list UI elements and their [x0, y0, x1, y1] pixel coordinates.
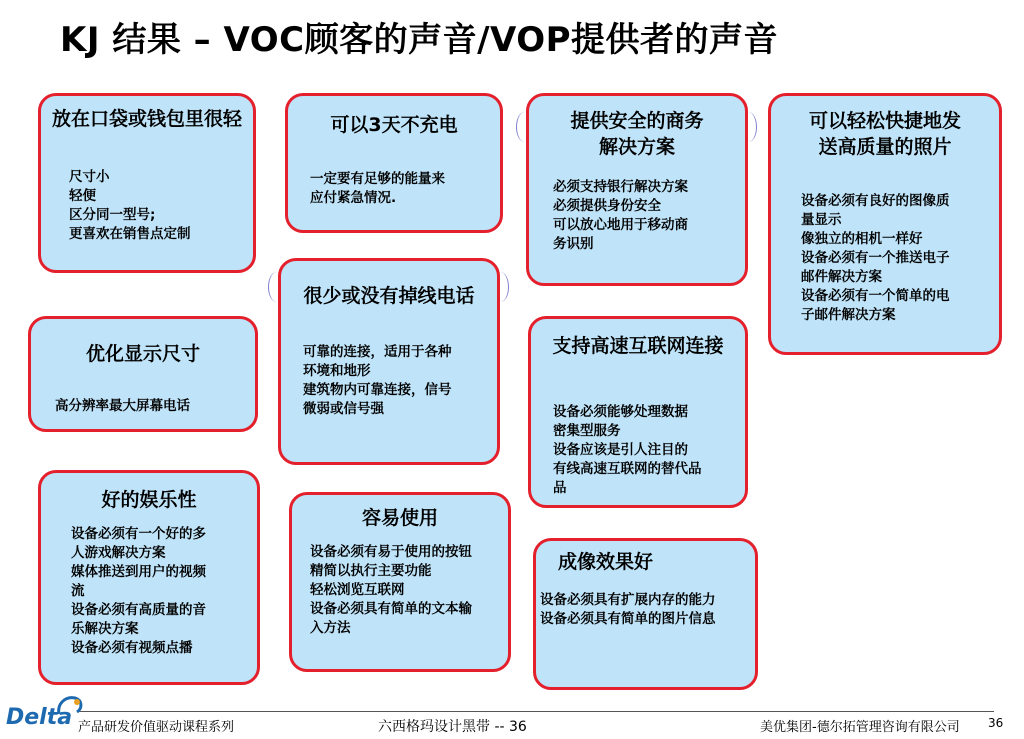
card-body: [310, 170, 445, 208]
card-line: 设备必须有视频点播: [71, 640, 193, 656]
card-line: 精简以执行主要功能: [310, 563, 432, 579]
card-line: 微弱或信号强: [303, 401, 384, 417]
affinity-card-ease-of-use: [289, 492, 511, 672]
card-line: 乐解决方案: [71, 621, 139, 637]
card-body: [69, 168, 191, 244]
card-line: 尺寸小: [69, 169, 110, 185]
affinity-card-battery: [285, 93, 503, 233]
card-line: 子邮件解决方案: [801, 307, 896, 323]
card-line: 有线高速互联网的替代品: [553, 461, 702, 477]
card-line: 更喜欢在销售点定制: [69, 226, 191, 242]
footer-course: 六西格玛设计黑带 -- 36: [378, 719, 527, 735]
card-body: [55, 397, 190, 416]
card-line: 设备必须有易于使用的按钮: [310, 544, 472, 560]
card-line: 设备必须有一个简单的电: [801, 288, 950, 304]
card-title: [529, 108, 745, 160]
card-line: 设备必须有良好的图像质: [801, 193, 950, 209]
card-line: 入方法: [310, 620, 351, 636]
slide-title: KJ 结果 – VOC顾客的声音/VOP提供者的声音: [60, 20, 779, 60]
affinity-card-display: [28, 316, 258, 432]
card-line: 量显示: [801, 212, 842, 228]
card-line: 设备必须具有简单的文本输: [310, 601, 472, 617]
card-title: 优化显示尺寸: [85, 343, 200, 365]
card-line: 可靠的连接，适用于各种: [303, 344, 452, 360]
card-line: 设备必须有一个好的多: [71, 526, 206, 542]
card-line: 设备必须具有简单的图片信息: [540, 611, 716, 627]
card-line: 媒体推送到用户的视频: [71, 564, 206, 580]
card-line: 设备必须有高质量的音: [71, 602, 206, 618]
card-title-line: 提供安全的商务 解决方案: [570, 110, 704, 158]
card-body: [303, 343, 452, 419]
page-number: 36: [988, 716, 1004, 730]
card-line: 设备必须有一个推送电子: [801, 250, 950, 266]
card-body: [310, 543, 472, 638]
card-line: 环境和地形: [303, 363, 371, 379]
card-body: [71, 525, 206, 658]
card-line: 邮件解决方案: [801, 269, 882, 285]
affinity-card-photos: [768, 93, 1002, 355]
card-line: 人游戏解决方案: [71, 545, 166, 561]
affinity-card-lightweight: [38, 93, 256, 273]
card-line: 高分辨率最大屏幕电话: [55, 398, 190, 414]
card-title-line: 可以轻松快捷地发 送高质量的照片: [808, 110, 961, 158]
affinity-card-security: [526, 93, 748, 286]
card-line: 设备必须具有扩展内存的能力: [540, 592, 716, 608]
affinity-card-dropped-calls: [278, 258, 500, 465]
footer-series: 产品研发价值驱动课程系列: [78, 720, 235, 735]
card-line: 密集型服务: [553, 423, 621, 439]
card-line: 应付紧急情况.: [310, 190, 397, 206]
card-line: 务识别: [553, 236, 594, 252]
card-line: 设备必须能够处理数据: [553, 404, 688, 420]
card-title: 支持高速互联网连接: [552, 335, 724, 357]
footer-divider: [78, 711, 994, 712]
card-line: 必须支持银行解决方案: [553, 179, 688, 195]
card-title: 容易使用: [361, 507, 438, 529]
affinity-card-imaging: [533, 538, 758, 690]
card-title: [771, 108, 999, 160]
card-title: 放在口袋或钱包里很轻: [51, 108, 242, 130]
card-body: [801, 192, 950, 325]
footer-company: 美优集团-德尔拓管理咨询有限公司: [760, 720, 960, 735]
card-line: 轻松浏览互联网: [310, 582, 405, 598]
card-title: 好的娱乐性: [101, 489, 197, 511]
card-body: [540, 591, 716, 629]
card-line: 设备应该是引人注目的: [553, 442, 688, 458]
affinity-card-internet: [528, 316, 748, 508]
delta-logo: Delta: [6, 705, 73, 730]
card-line: 流: [71, 583, 85, 599]
card-title: 可以3天不充电: [330, 114, 458, 136]
affinity-card-entertainment: [38, 470, 260, 685]
card-line: 必须提供身份安全: [553, 198, 661, 214]
card-body: [553, 403, 702, 498]
card-line: 品: [553, 480, 567, 496]
card-title: 很少或没有掉线电话: [303, 285, 475, 307]
card-line: 轻便: [69, 188, 96, 204]
card-line: 一定要有足够的能量来: [310, 171, 445, 187]
card-body: [553, 178, 688, 254]
card-title: 成像效果好: [558, 551, 654, 573]
card-line: 区分同一型号;: [69, 207, 156, 223]
card-line: 可以放心地用于移动商: [553, 217, 688, 233]
card-line: 建筑物内可靠连接，信号: [303, 382, 452, 398]
card-line: 像独立的相机一样好: [801, 231, 923, 247]
